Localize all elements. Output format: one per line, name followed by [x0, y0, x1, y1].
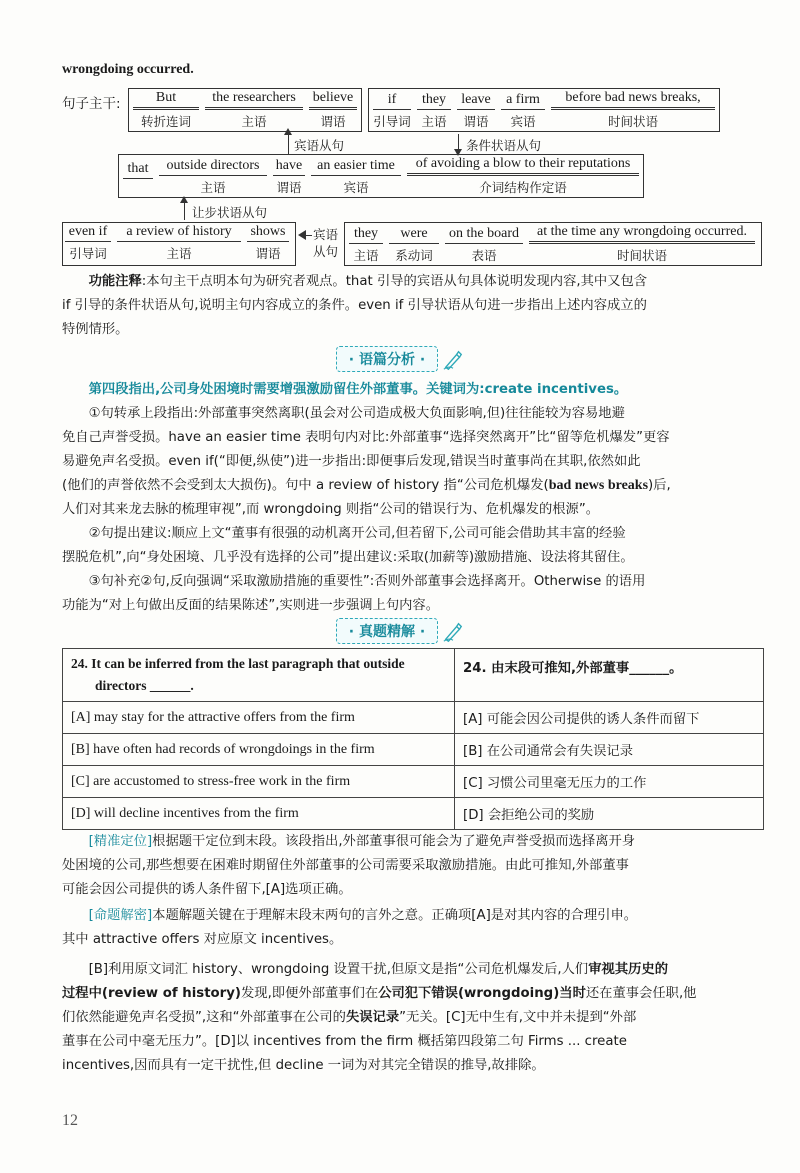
even-if-clause: even if 引导词 a review of history 主语 shows 谓语	[62, 224, 292, 262]
option-b-cn: [B] 在公司通常会有失误记录	[455, 734, 764, 766]
precise-location: [精准定位]根据题干定位到末段。该段指出,外部董事很可能会为了避免声誉受损而选择离开身 处困境的公司,那些想要在困难时期留住外部董事的公司需要采取激励措施。由此可推知,外部董事 可能会因公司提供的诱人条件留下,[A]选项正确。	[62, 834, 636, 897]
option-b-en: [B] have often had records of wrongdoings in the firm	[63, 734, 455, 766]
if-clause: if 引导词 they 主语 leave 谓语 a firm 宾语 before bad news breaks, 时间状语	[370, 90, 718, 130]
object-clause-arrow	[288, 134, 289, 154]
concession-clause-arrow	[184, 202, 185, 220]
option-c-cn: [C] 习惯公司里毫无压力的工作	[455, 766, 764, 798]
option-d-en: [D] will decline incentives from the firm	[63, 798, 455, 830]
main-clause: But 转折连词 the researchers 主语 believe 谓语	[130, 90, 360, 130]
option-a-en: [A] may stay for the attractive offers from the firm	[63, 702, 455, 734]
function-note: 功能注释:本句主干点明本句为研究者观点。that 引导的宾语从句具体说明发现内容,其中又包含 if 引导的条件状语从句,说明主句内容成立的条件。even if 引导状语从句进一步指出上述内容成立的 特例情形。	[62, 274, 648, 337]
section-discourse-analysis: · 语篇分析 ·	[0, 346, 800, 372]
discourse-headline: 第四段指出,公司身处困境时需要增强激励留住外部董事。关键词为:create incentives。	[88, 382, 628, 397]
section-exam-solutions: · 真题精解 ·	[0, 618, 800, 644]
pen-icon	[442, 621, 464, 643]
option-row-a	[63, 702, 764, 734]
page-number: 12	[62, 1112, 78, 1129]
option-row-c	[63, 766, 764, 798]
condition-clause-arrow	[458, 134, 459, 150]
sentence-diagram	[0, 0, 800, 270]
that-clause: that outside directors 主语 have 谓语 an easier time 宾语 of avoiding a blow to their reputations 介词结构作定语	[120, 156, 642, 196]
question-stem-cn: 24. 由末段可推知,外部董事______。	[455, 649, 764, 702]
object-clause-label-2b: 从句	[313, 244, 339, 259]
question-decoding: [命题解密]本题解题关键在于理解末段末两句的言外之意。正确项[A]是对其内容的合理引申。 其中 attractive offers 对应原文 incentives。 [B]利用原文词汇 history、wrongdoing 设置干扰,但原文是指“公司危机爆发后,人们审视其历史的 过程中(review of history)发现,即便外部董事们在公司犯下错误(wrongdoing)当时还在董事会任职,他 们依然能避免声名受损”,这和“外部董事在公司的失误记录”无关。[C]无中生有,文中并未提到“外部 董事在公司中毫无压力”。[D]以 incentives from the firm 概括第四段第二句 Firms ... create incentives,因而具有一定干扰性,但 decline 一词为对其完全错误的推导,故排除。	[62, 908, 697, 1073]
concession-clause-label: 让步状语从句	[192, 205, 268, 220]
main-label: 句子主干:	[62, 96, 121, 112]
option-row-d	[63, 798, 764, 830]
question-stem-en: 24. It can be inferred from the last paragraph that outside directors ______.	[63, 649, 455, 702]
option-row-b	[63, 734, 764, 766]
they-clause: they 主语 were 系动词 on the board 表语 at the time any wrongdoing occurred. 时间状语	[346, 224, 758, 264]
object-clause-label: 宾语从句	[294, 138, 345, 153]
option-a-cn: [A] 可能会因公司提供的诱人条件而留下	[455, 702, 764, 734]
question-header-row	[63, 649, 764, 702]
top-line-text: wrongdoing occurred.	[62, 62, 194, 77]
option-d-cn: [D] 会拒绝公司的奖励	[455, 798, 764, 830]
condition-clause-label: 条件状语从句	[466, 138, 542, 153]
pen-icon	[442, 349, 464, 371]
object-clause-label-2a: 宾语	[313, 227, 339, 242]
option-c-en: [C] are accustomed to stress-free work in the firm	[63, 766, 455, 798]
question-table	[62, 648, 764, 830]
discourse-body: 第四段指出,公司身处困境时需要增强激励留住外部董事。关键词为:create incentives。 ①句转承上段指出:外部董事突然离职(虽会对公司造成极大负面影响,但)往往能较为容易地避 免自己声誉受损。have an easier time 表明句内对比:外部董事“选择突然离开”比“留等危机爆发”更容 易避免声名受损。even if(“即便,纵使”)进一步指出:即便事后发现,错误当时董事尚在其职,依然如此 (他们的声誉依然不会受到太大损伤)。句中 a review of history 指“公司危机爆发(bad news breaks)后, 人们对其来龙去脉的梳理审视”,而 wrongdoing 则指“公司的错误行为、危机爆发的根源”。 ②句提出建议:顺应上文“董事有很强的动机离开公司,但若留下,公司可能会借助其丰富的经验 摆脱危机”,向“身处困境、几乎没有选择的公司”提出建议:采取(加薪等)激励措施、设法将其留住。 ③句补充②句,反向强调“采取激励措施的重要性”:否则外部董事会选择离开。Otherwise 的语用 功能为“对上句做出反面的结果陈述”,实则进一步强调上句内容。	[62, 378, 762, 618]
